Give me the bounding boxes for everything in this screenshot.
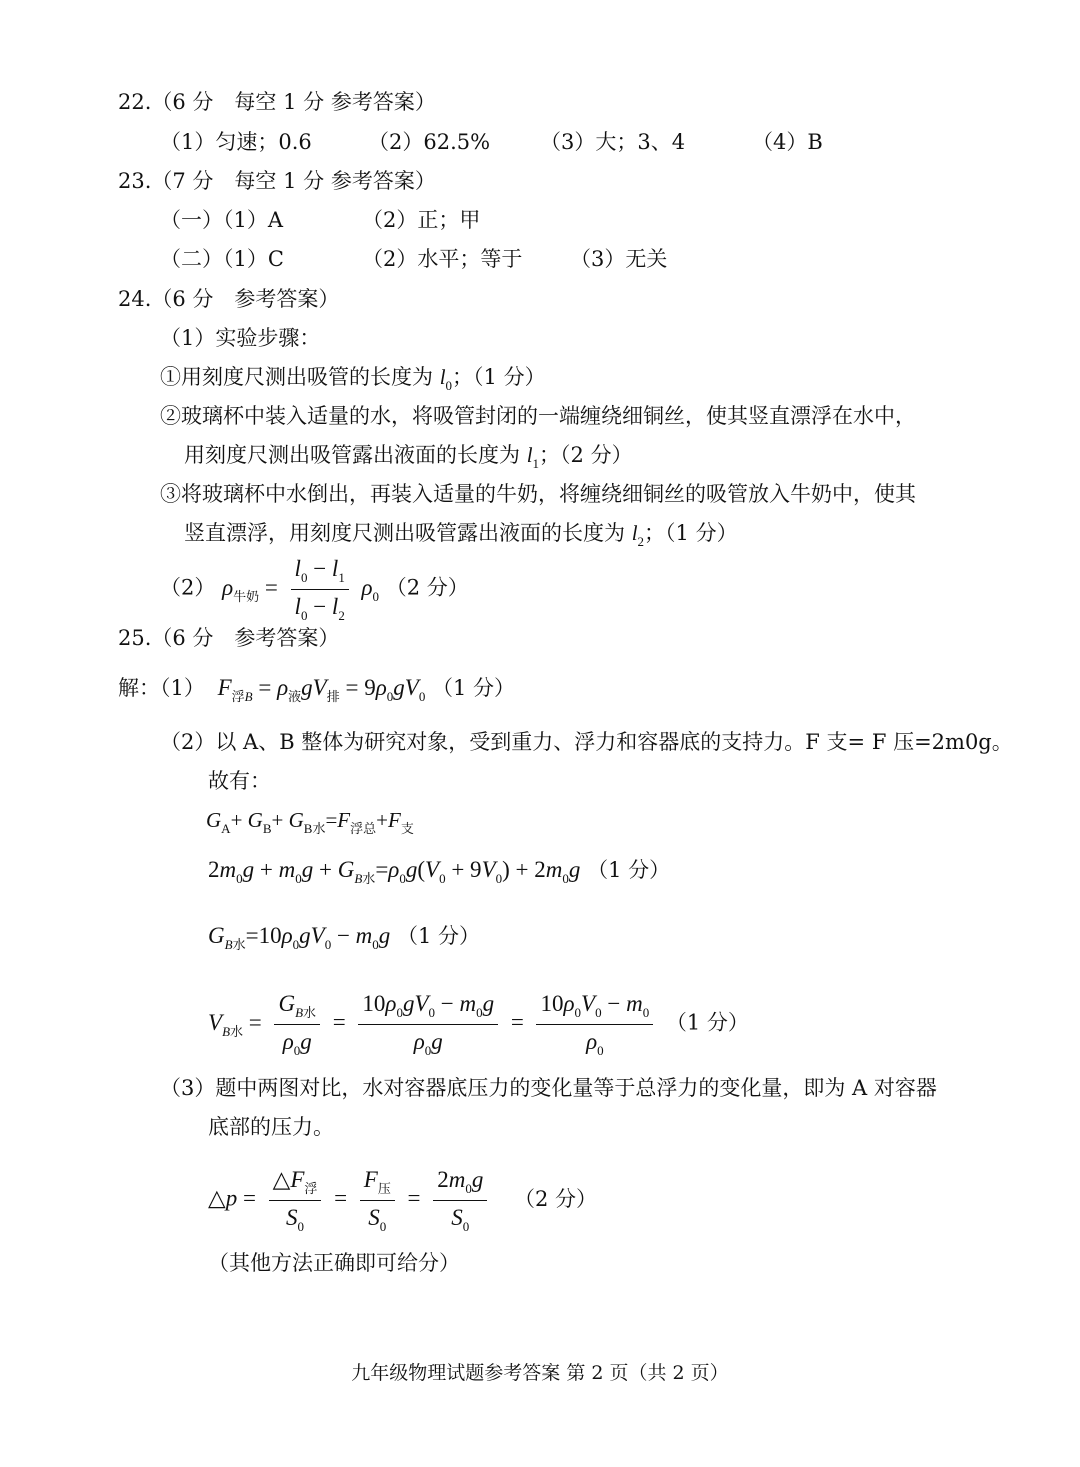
q25-eq-water-weight: $G_{B水}=10\rho_0gV_0 - m_0g$ （1 分） (208, 923, 481, 952)
q25-part2-line1: （2）以 A、B 整体为研究对象，受到重力、浮力和容器底的支持力。F 支= F 压=2m0g。 (160, 730, 1013, 754)
q25-part3-line1: （3）题中两图对比，水对容器底压力的变化量等于总浮力的变化量，即为 A 对容器 (160, 1076, 937, 1100)
q24-step-3-line1: ③将玻璃杯中水倒出，再装入适量的牛奶，将缠绕细铜丝的吸管放入牛奶中，使其 (160, 482, 916, 506)
q23-row2-a: （二）（1）C (160, 247, 284, 271)
q25-part3-line2: 底部的压力。 (208, 1115, 334, 1139)
q25-part2-line2: 故有： (208, 769, 271, 793)
q22-answer-3: （3）大；3、4 (540, 130, 686, 154)
q25-eq-buoyancy-b: 解：（1） $F_{浮B} = \rho_液gV_排 = 9\rho_0gV_0$ （1 分） (118, 675, 516, 704)
q22-answer-2: （2）62.5% (368, 130, 491, 154)
q23-row2-c: （3）无关 (570, 247, 668, 271)
q22-answer-1: （1）匀速；0.6 (160, 130, 312, 154)
q24-step-2-line1: ②玻璃杯中装入适量的水，将吸管封闭的一端缠绕细铜丝，使其竖直漂浮在水中， (160, 404, 916, 428)
q25-eq-weights: $2m_0g + m_0g + G_{B水}=\rho_0g(V_0 + 9V_0) + 2m_0g$ （1 分） (208, 857, 671, 886)
q23-heading: 23.（7 分 每空 1 分 参考答案） (118, 169, 436, 193)
q25-eq-force-balance: $G_A+ G_B+ G_{B水}=F_{浮总}+F_支$ (206, 808, 414, 836)
q22-answer-4: （4）B (752, 130, 823, 154)
q24-step-3-line2: 竖直漂浮，用刻度尺测出吸管露出液面的长度为 $l_2$；（1 分） (184, 521, 738, 549)
q23-row1-a: （一）（1）A (160, 208, 284, 232)
q25-note: （其他方法正确即可给分） (208, 1251, 460, 1275)
q24-steps-title: （1）实验步骤： (160, 326, 321, 350)
q23-row2-b: （2）水平；等于 (362, 247, 523, 271)
q22-heading: 22.（6 分 每空 1 分 参考答案） (118, 90, 436, 114)
page-footer: 九年级物理试题参考答案 第 2 页（共 2 页） (351, 1362, 729, 1384)
q23-row1-b: （2）正；甲 (362, 208, 481, 232)
q24-milk-density-formula: （2） $\rho_{牛奶}$ = $\frac{l_0 - l_1}{l_0 - l_2}$ $\rho_0$ （2 分） (160, 556, 469, 623)
q25-eq-water-volume: $V_{B水}$ = $\frac{G_{B水}}{\rho_0g}$ = $\frac{10\rho_0gV_0 - m_0g}{\rho_0g}$ = $\frac{10\rho_0V_0 - m_0}{\rho_0}$ （1 分） (208, 991, 749, 1058)
q24-heading: 24.（6 分 参考答案） (118, 287, 340, 311)
q25-heading: 25.（6 分 参考答案） (118, 626, 340, 650)
q25-eq-pressure-change: △p = $\frac{\triangle F_浮}{S_0}$ = $\frac{F_压}{S_0}$ = $\frac{2m_0g}{S_0}$ （2 分） (208, 1167, 598, 1234)
q24-step-2-line2: 用刻度尺测出吸管露出液面的长度为 $l_1$；（2 分） (184, 443, 633, 471)
q24-step-1: ①用刻度尺测出吸管的长度为 $l_0$；（1 分） (160, 365, 546, 393)
